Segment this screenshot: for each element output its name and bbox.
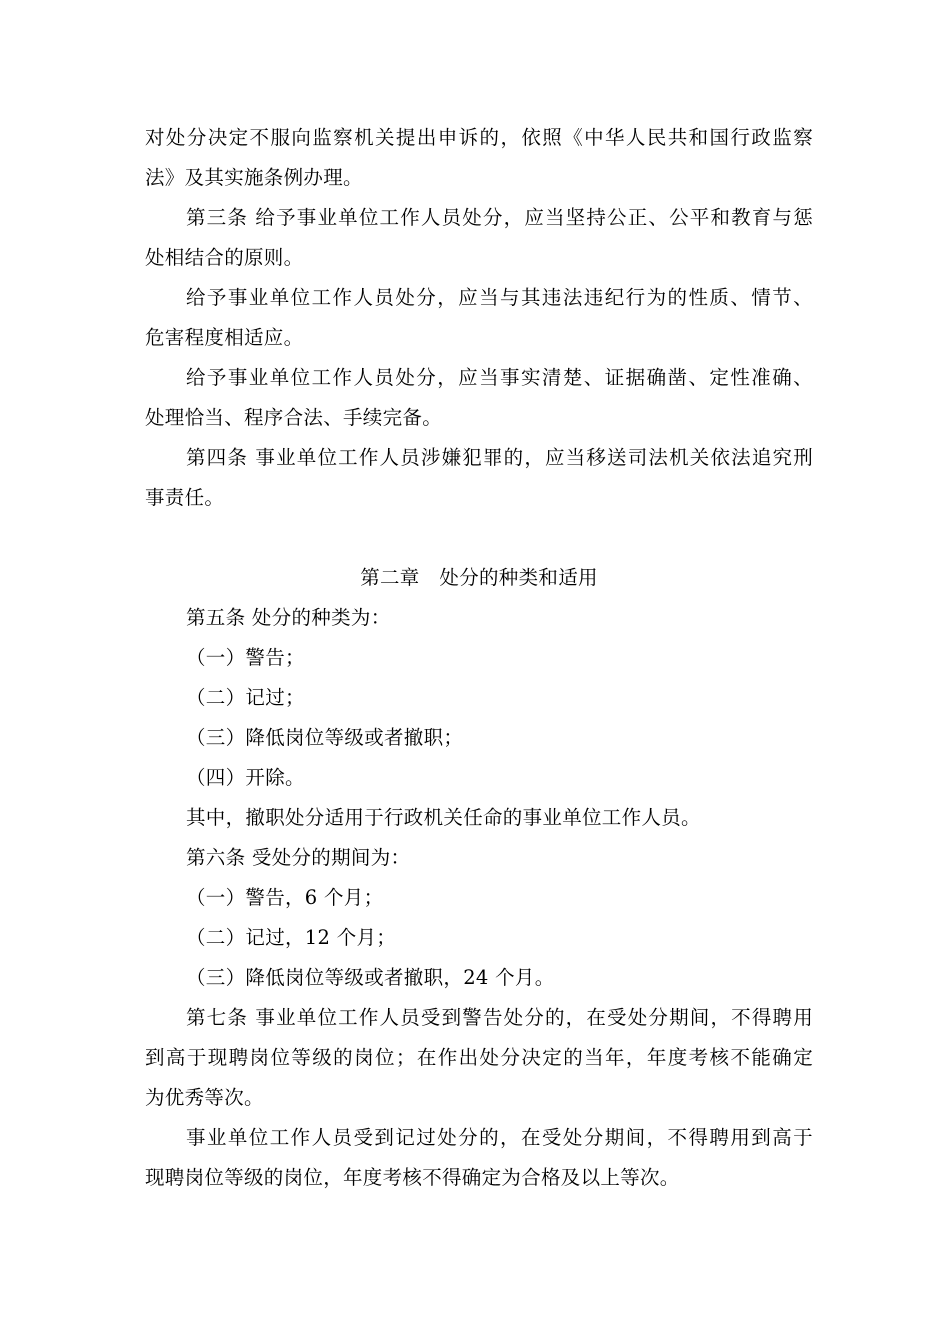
list-item: （三）降低岗位等级或者撤职，24 个月。	[186, 966, 555, 989]
list-item: （二）记过；	[186, 686, 305, 709]
text-line: 给予事业单位工作人员处分，应当事实清楚、证据确凿、定性准确、	[186, 366, 813, 389]
article-5-line: 第五条 处分的种类为：	[186, 606, 391, 629]
text-line: 为优秀等次。	[145, 1086, 264, 1109]
text-line: 危害程度相适应。	[145, 326, 304, 349]
article-4-line: 第四条 事业单位工作人员涉嫌犯罪的，应当移送司法机关依法追究刑	[186, 446, 813, 469]
text-line: 其中，撤职处分适用于行政机关任命的事业单位工作人员。	[186, 806, 701, 829]
text-line: 处理恰当、程序合法、手续完备。	[145, 406, 443, 429]
list-item: （四）开除。	[186, 766, 305, 789]
text-line: 给予事业单位工作人员处分，应当与其违法违纪行为的性质、情节、	[186, 286, 813, 309]
text-line: 处相结合的原则。	[145, 246, 304, 269]
article-7-line: 第七条 事业单位工作人员受到警告处分的，在受处分期间，不得聘用	[186, 1006, 813, 1029]
article-3-line: 第三条 给予事业单位工作人员处分，应当坚持公正、公平和教育与惩	[186, 206, 813, 229]
list-item: （一）警告，6 个月；	[186, 886, 384, 909]
list-item: （一）警告；	[186, 646, 305, 669]
text-line: 对处分决定不服向监察机关提出申诉的，依照《中华人民共和国行政监察	[145, 126, 813, 149]
text-line: 事业单位工作人员受到记过处分的，在受处分期间，不得聘用到高于	[186, 1126, 813, 1149]
list-item: （三）降低岗位等级或者撤职；	[186, 726, 464, 749]
chapter-heading: 第二章 处分的种类和适用	[360, 566, 598, 589]
text-line: 现聘岗位等级的岗位，年度考核不得确定为合格及以上等次。	[145, 1166, 680, 1189]
text-line: 事责任。	[145, 486, 225, 509]
article-6-line: 第六条 受处分的期间为：	[186, 846, 411, 869]
list-item: （二）记过，12 个月；	[186, 926, 397, 949]
text-line: 到高于现聘岗位等级的岗位；在作出处分决定的当年，年度考核不能确定	[145, 1046, 813, 1069]
text-line: 法》及其实施条例办理。	[145, 166, 363, 189]
